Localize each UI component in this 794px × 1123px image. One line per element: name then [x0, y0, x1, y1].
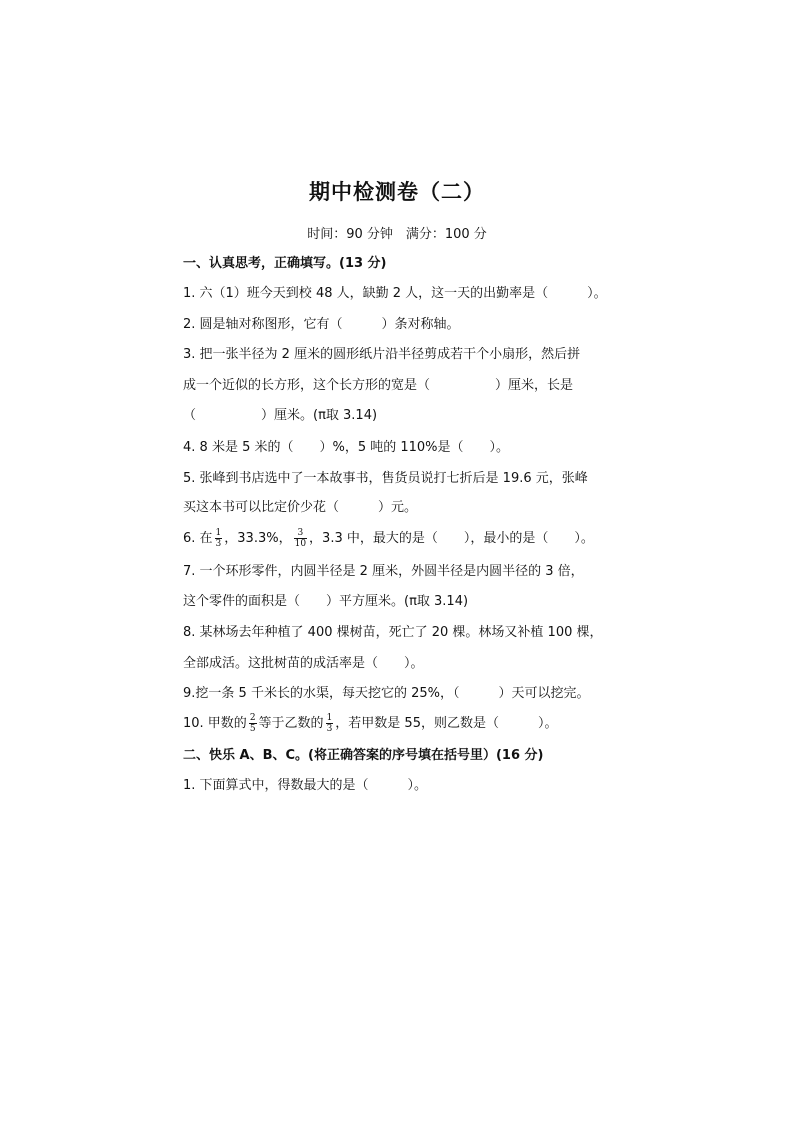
question-2-1: 1. 下面算式中，得数最大的是（ ）。: [183, 778, 428, 793]
question-1-10-suffix: ，若甲数是 55，则乙数是（ ）。: [335, 716, 558, 731]
fraction-one-third: [215, 528, 223, 549]
fraction-three-tenths: [294, 528, 307, 549]
question-1-9: 9.挖一条 5 千米长的水渠，每天挖它的 25%，（ ）天可以挖完。: [183, 686, 590, 701]
question-1-4: 4. 8 米是 5 米的（ ）%，5 吨的 110%是（ ）。: [183, 440, 510, 455]
fraction-denominator: 10: [294, 539, 307, 549]
fraction-numerator: 1: [215, 528, 222, 538]
question-1-7-line-1: 7. 一个环形零件，内圆半径是 2 厘米，外圆半径是内圆半径的 3 倍，: [183, 564, 584, 579]
question-1-8-line-2: 全部成活。这批树苗的成活率是（ ）。: [183, 656, 424, 671]
exam-title: 期中检测卷（二）: [309, 180, 485, 204]
section-2-heading: 二、快乐 A、B、C。(将正确答案的序号填在括号里）(16 分): [183, 748, 544, 763]
question-1-7-line-2: 这个零件的面积是（ ）平方厘米。(π取 3.14): [183, 594, 469, 609]
question-1-6-middle: ，33.3%，: [224, 531, 292, 546]
fraction-two-fifths: [249, 713, 257, 734]
question-1-5-line-2: 买这本书可以比定价少花（ ）元。: [183, 500, 418, 515]
exam-subtitle: 时间：90 分钟 满分：100 分: [307, 227, 487, 242]
fraction-denominator: 3: [215, 539, 222, 549]
fraction-denominator: 3: [326, 724, 333, 734]
question-1-5-line-1: 5. 张峰到书店选中了一本故事书，售货员说打七折后是 19.6 元，张峰: [183, 471, 588, 486]
question-1-6: [183, 528, 594, 549]
fraction-one-third: [326, 713, 334, 734]
fraction-numerator: 1: [326, 713, 333, 723]
question-1-1: 1. 六（1）班今天到校 48 人，缺勤 2 人，这一天的出勤率是（ ）。: [183, 286, 607, 301]
fraction-denominator: 5: [249, 724, 256, 734]
question-1-3-line-1: 3. 把一张半径为 2 厘米的圆形纸片沿半径剪成若干个小扇形，然后拼: [183, 347, 581, 362]
question-1-3-line-2: 成一个近似的长方形，这个长方形的宽是（ ）厘米，长是: [183, 378, 574, 393]
question-1-3-line-3: （ ）厘米。(π取 3.14): [183, 408, 378, 423]
question-1-8-line-1: 8. 某林场去年种植了 400 棵树苗，死亡了 20 棵。林场又补植 100 棵，: [183, 625, 603, 640]
fraction-numerator: 3: [294, 528, 307, 539]
section-1-heading: 一、认真思考，正确填写。(13 分): [183, 256, 387, 271]
question-1-10-prefix: 10. 甲数的: [183, 716, 247, 731]
question-1-6-suffix: ，3.3 中，最大的是（ ），最小的是（ ）。: [309, 531, 594, 546]
question-1-10: [183, 713, 557, 734]
question-1-2: 2. 圆是轴对称图形，它有（ ）条对称轴。: [183, 317, 460, 332]
question-1-6-prefix: 6. 在: [183, 531, 213, 546]
fraction-numerator: 2: [249, 713, 256, 723]
question-1-10-middle: 等于乙数的: [258, 716, 324, 731]
